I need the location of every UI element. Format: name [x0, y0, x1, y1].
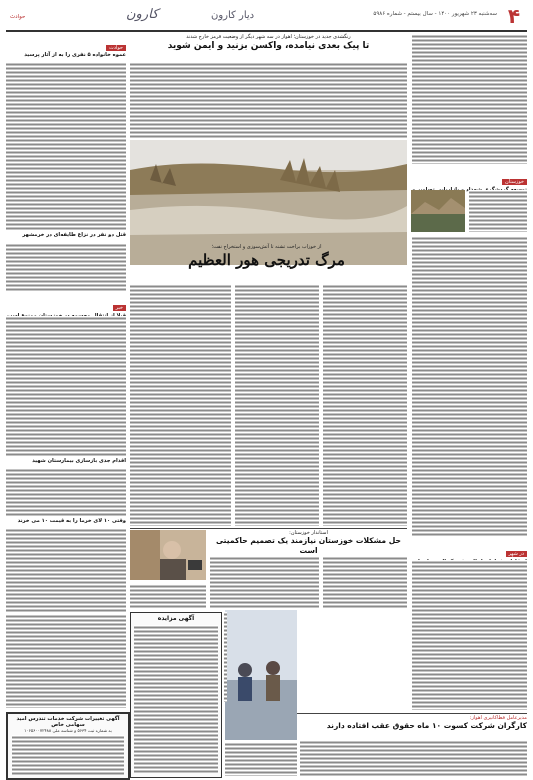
story-title: اقدام جدی بازسازی بیمارستان شهید — [32, 458, 126, 464]
article-text — [6, 316, 126, 456]
company-notice — [6, 712, 130, 780]
article-text — [6, 62, 126, 230]
page-header — [6, 4, 527, 32]
left-story-1-header — [6, 52, 126, 62]
article-text — [225, 742, 297, 776]
article-text — [412, 34, 527, 164]
center-lower-header — [210, 530, 407, 554]
main-headline: مرگ تدریجی هور العظیم — [188, 251, 345, 269]
story-title: تا پیک بعدی نیامده، واکسن بزنید و ایمن شوید — [167, 41, 370, 51]
category-label: حوادث — [10, 14, 26, 20]
left-story-2-header — [6, 232, 126, 242]
main-story-header — [140, 244, 393, 280]
article-text — [323, 556, 407, 608]
governor-photo — [130, 530, 206, 580]
article-text — [412, 560, 527, 710]
story-title: عموه خانواده ۵ نفری را به از آثار پرسید — [24, 52, 126, 58]
notice-text — [12, 735, 124, 775]
story-kicker: استاندار خوزستان: — [289, 530, 328, 536]
auction-notice — [130, 612, 222, 778]
tourism-photo-image — [411, 190, 465, 232]
left-story-4-header — [6, 458, 126, 468]
section-tag: خوزستان — [502, 179, 527, 185]
article-text — [469, 190, 527, 232]
article-text — [210, 556, 319, 608]
top-story-header — [130, 34, 407, 60]
section-tag: خبر — [113, 305, 126, 311]
story-kicker: رنگشدی جدید در خوزستان؛ اهواز در سه شهر دیگر از وضعیت قرمز خارج شدند — [186, 34, 351, 40]
article-text — [235, 284, 319, 526]
issue-info: سه‌شنبه ۲۳ شهریور ۱۴۰۰ - سال بیستم - شماره ۵۹۸۶ — [373, 11, 497, 17]
story-title: قتل دو نفر در نزاع طایفه‌ای در خرمشهر — [22, 232, 126, 238]
story-title: وقتی ۱۰ لای خرما را به قیمت ۱۰ می خرند — [17, 518, 126, 524]
article-text — [224, 612, 227, 702]
article-text — [6, 468, 126, 516]
page-number: ۴ — [507, 4, 521, 28]
left-section-header — [6, 34, 126, 51]
article-text — [130, 584, 206, 608]
article-text — [130, 62, 407, 138]
divider — [130, 528, 407, 529]
story-title: کارگران شرکت کسوت ۱۰ ماه حقوق عقب افتاده دارند — [326, 721, 527, 730]
notice-title: آگهی تغییرات شرکت خدمات تندرس امید سهامی خاص — [16, 716, 120, 728]
right-story-2-header — [412, 540, 527, 558]
article-text — [6, 243, 126, 291]
article-text — [412, 236, 527, 536]
section-tag: در شهر — [506, 551, 527, 557]
right-section-header — [412, 168, 527, 188]
newspaper-logo: کارون — [126, 7, 159, 22]
story-kicker: از خوزاب براخت تشنه تا آتش‌سوزی و استخراج نفت؛ — [211, 244, 322, 250]
left-story-3-header — [6, 294, 126, 314]
notice-text — [134, 625, 218, 773]
article-text — [323, 284, 407, 526]
workers-photo — [225, 610, 297, 740]
story-title: حل مشکلات خوزستان نیازمند یک تصمیم حاکمیتی است — [215, 536, 402, 555]
article-text — [300, 740, 527, 776]
notice-subtitle: به شماره ثبت ۵۶۳۴ و شناسه ملی ۱۰۶۵۶۰۰۷۲۴۸۸ — [24, 728, 112, 733]
governor-photo-image — [130, 530, 206, 580]
story-kicker: مدیرعامل فطاکانیری اهواز: — [469, 715, 527, 721]
section-tag: حوادث — [106, 45, 126, 51]
tourism-photo — [411, 190, 465, 232]
notice-title: آگهی مزایده — [157, 615, 195, 622]
workers-photo-image — [225, 610, 297, 740]
article-text — [130, 284, 231, 526]
left-story-5-header — [6, 518, 126, 528]
article-text — [6, 528, 126, 612]
right-top-story — [412, 34, 527, 164]
section-name: دیار کارون — [211, 10, 255, 21]
article-text — [6, 614, 126, 708]
